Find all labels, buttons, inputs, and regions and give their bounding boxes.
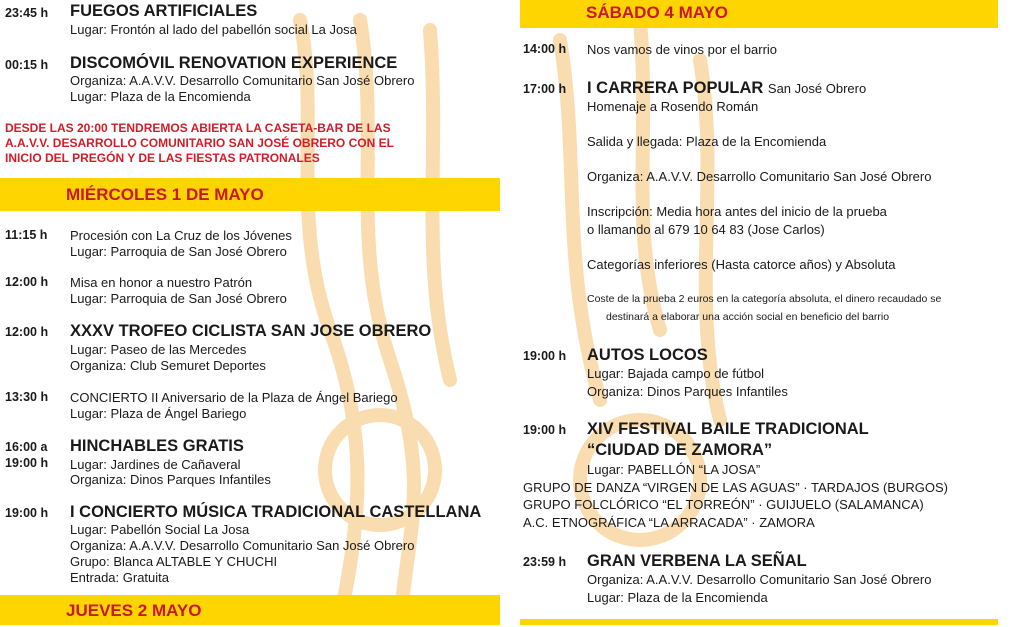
event-title: I CONCIERTO MÚSICA TRADICIONAL CASTELLANA (70, 503, 482, 521)
caseta-notice: DESDE LAS 20:00 TENDREMOS ABIERTA LA CASETA-BAR DE LAS A.A.V.V. DESARROLLO COMUNITARIO SAN JOSÉ OBRERO CON EL INICIO DEL PREGÓN Y DE LAS FIESTAS PATRONALES (5, 121, 394, 165)
event-line: Organiza: Club Semuret Deportes (70, 358, 266, 373)
event-line: Lugar: Parroquia de San José Obrero (70, 291, 287, 306)
event-line: destinará a elaborar una acción social en beneficio del barrio (606, 311, 890, 323)
group-line: A.C. ETNOGRÁFICA “LA ARRACADA” · ZAMORA (523, 515, 815, 530)
event-line: Homenaje a Rosendo Román (587, 99, 759, 114)
event-time: 19:00 h (523, 349, 567, 363)
event-line: Lugar: PABELLÓN “LA JOSA” (587, 462, 761, 477)
group-line: GRUPO DE DANZA “VIRGEN DE LAS AGUAS” · TARDAJOS (BURGOS) (523, 480, 948, 495)
event-time: 13:30 h (5, 390, 49, 404)
event-time: 16:00 a (5, 440, 48, 454)
event-title: HINCHABLES GRATIS (70, 437, 244, 455)
event-line: CONCIERTO II Aniversario de la Plaza de Ángel Bariego (70, 390, 398, 405)
event-title: AUTOS LOCOS (587, 346, 708, 364)
event-time: 12:00 h (5, 325, 49, 339)
event-line: Entrada: Gratuita (70, 570, 169, 585)
event-line: Lugar: Jardines de Cañaveral (70, 457, 241, 472)
event-line: Procesión con La Cruz de los Jóvenes (70, 228, 292, 243)
event-line: Organiza: Dinos Parques Infantiles (587, 384, 788, 399)
event-time: 19:00 h (5, 506, 49, 520)
event-title: GRAN VERBENA LA SEÑAL (587, 552, 807, 570)
event-line: Lugar: Pabellón Social La Josa (70, 522, 250, 537)
event-line: Lugar: Paseo de las Mercedes (70, 342, 247, 357)
event-time-end: 19:00 h (5, 456, 49, 470)
event-line: Lugar: Bajada campo de fútbol (587, 366, 765, 381)
event-line: Organiza: Dinos Parques Infantiles (70, 472, 271, 487)
event-title: I CARRERA POPULAR San José Obrero (587, 79, 867, 97)
event-title-suffix: San José Obrero (767, 81, 867, 96)
event-time: 14:00 h (523, 42, 567, 56)
event-line: Inscripción: Media hora antes del inicio de la prueba (587, 204, 887, 219)
event-line: Coste de la prueba 2 euros en la categoría absoluta, el dinero recaudado se (587, 293, 942, 305)
group-line: GRUPO FOLCLÓRICO “EL TORREÓN” · GUIJUELO (SALAMANCA) (523, 497, 924, 512)
event-title-2: “CIUDAD DE ZAMORA” (587, 441, 773, 459)
event-line: Lugar: Parroquia de San José Obrero (70, 244, 287, 259)
event-line: o llamando al 679 10 64 83 (Jose Carlos) (587, 222, 825, 237)
event-line: Salida y llegada: Plaza de la Encomienda (587, 134, 827, 149)
event-title: FUEGOS ARTIFICIALES (70, 2, 258, 20)
event-time: 00:15 h (5, 58, 49, 72)
event-title: DISCOMÓVIL RENOVATION EXPERIENCE (70, 54, 398, 72)
event-line: Organiza: A.A.V.V. Desarrollo Comunitario San José Obrero (587, 169, 932, 184)
event-line: Organiza: A.A.V.V. Desarrollo Comunitario San José Obrero (70, 538, 415, 553)
event-time: 12:00 h (5, 275, 49, 289)
event-line: Nos vamos de vinos por el barrio (587, 42, 778, 57)
event-title: XXXV TROFEO CICLISTA SAN JOSE OBRERO (70, 322, 432, 340)
event-time: 11:15 h (5, 228, 48, 242)
event-line: Grupo: Blanca ALTABLE Y CHUCHI (70, 554, 278, 569)
event-time: 23:45 h (5, 6, 49, 20)
event-title: XIV FESTIVAL BAILE TRADICIONAL (587, 420, 869, 438)
event-line: Lugar: Frontón al lado del pabellón social La Josa (70, 22, 357, 37)
day-band-next (520, 619, 998, 625)
event-line: Misa en honor a nuestro Patrón (70, 275, 253, 290)
event-line: Lugar: Plaza de Ángel Bariego (70, 406, 247, 421)
event-line: Lugar: Plaza de la Encomienda (70, 89, 251, 104)
day-band-sabado: SÁBADO 4 MAYO (520, 0, 998, 28)
day-band-jueves: JUEVES 2 MAYO (0, 595, 500, 625)
event-line: Categorías inferiores (Hasta catorce años) y Absoluta (587, 257, 896, 272)
event-time: 17:00 h (523, 82, 567, 96)
event-line: Lugar: Plaza de la Encomienda (587, 590, 768, 605)
event-line: Organiza: A.A.V.V. Desarrollo Comunitario San José Obrero (587, 572, 932, 587)
event-time: 19:00 h (523, 423, 567, 437)
day-band-miercoles: MIÉRCOLES 1 DE MAYO (0, 178, 500, 211)
event-time: 23:59 h (523, 555, 567, 569)
event-line: Organiza: A.A.V.V. Desarrollo Comunitario San José Obrero (70, 73, 415, 88)
